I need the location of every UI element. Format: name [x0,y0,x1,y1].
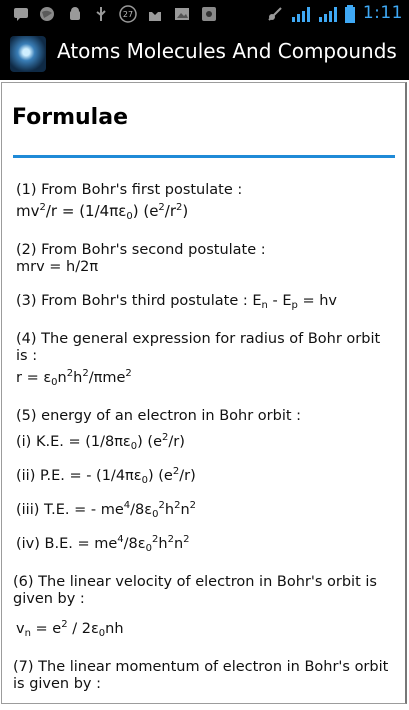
formula-sub: p [291,300,298,311]
formula-text: r = ε [16,370,52,386]
formula-sup: 2 [61,619,68,630]
formula-block-6 [13,574,394,642]
formula-text: (iii) T.E. = - me [16,502,124,518]
formula-list [13,182,394,710]
formula-text: (iv) B.E. = me [16,536,118,552]
formula-text: nh [105,621,124,637]
formula-text: /r = (1/4πε [45,202,127,220]
formula-text: v [16,621,25,637]
formula-text: h [164,502,175,518]
formula-expression: mrv = h/2π [16,259,99,275]
badge-27-icon [118,5,138,23]
formula-text: ) [182,202,189,220]
formula-sup: 2 [189,500,197,511]
formula-title: (2) From Bohr's second postulate : [16,242,266,258]
download-icon [146,5,164,23]
formula-block-3 [16,293,394,314]
settings-icon [200,5,218,23]
formula-sub: 0 [51,377,58,388]
formula-sup: 2 [66,368,74,379]
formula-sub: 0 [141,475,148,486]
status-bar [0,0,409,28]
formula-sup: 2 [183,534,190,545]
formula-text: h [158,536,168,552]
formula-block-4 [16,331,394,391]
signal-icon [291,5,313,23]
formula-text: = hv [297,293,337,309]
formula-text: /πme [88,370,126,386]
page-title: Formulae [12,105,128,130]
formula-sup: 2 [167,534,174,545]
formula-sup: 2 [172,466,180,477]
formula-sub: 0 [126,211,133,222]
formula-expression [16,463,394,489]
formula-text: mv [16,202,40,220]
status-time: 1:11 [362,3,403,23]
formula-title: (1) From Bohr's first postulate : [16,182,243,198]
formula-text: = e [30,621,62,637]
gallery-icon [173,5,191,23]
formula-sup: 2 [176,202,183,213]
formula-sup: 2 [174,500,181,511]
formula-text: / 2ε [67,621,99,637]
formula-expression [16,616,394,642]
formula-text: n [57,370,67,386]
formula-expression [16,293,394,314]
usb-icon [93,5,109,23]
formula-sup: 2 [39,202,46,213]
formula-block-7 [13,659,394,693]
formula-title: (6) The linear velocity of electron in Bohr's orbit is given by : [13,574,377,607]
signal-bars-icon [318,5,340,23]
formula-text: (i) K.E. = (1/8πε [16,434,131,450]
battery-icon [344,5,356,23]
formula-text: (3) From Bohr's third postulate : E [16,293,262,309]
formula-expression [16,497,394,523]
formula-sup: 2 [82,368,89,379]
formula-text: n [180,502,190,518]
formula-sub: 0 [152,509,159,520]
formula-text: /8ε [130,502,153,518]
formula-sub: 0 [130,441,138,452]
formula-text: ) (e [137,434,163,450]
formula-text: /r) [179,468,196,484]
formula-sub: 0 [145,543,152,554]
heading-divider [13,155,395,158]
formula-text: /8ε [123,536,146,552]
mute-icon [266,5,284,23]
formula-sub: n [261,300,268,311]
formula-sup: 2 [162,432,169,443]
formula-title: (4) The general expression for radius of Bohr orbit is : [16,331,381,364]
formula-text: (ii) P.E. = - (1/4πε [16,468,142,484]
globe-icon [38,5,56,23]
badge-count: 27 [122,9,134,19]
formula-title: (7) The linear momentum of electron in Bohr's orbit is given by : [13,659,389,692]
formula-block-1 [16,182,394,225]
formula-sub: 0 [98,628,106,639]
app-title: Atoms Molecules And Compounds [57,39,397,63]
formula-block-5 [16,408,394,557]
formula-expression [16,199,394,225]
formula-sup: 4 [123,500,131,511]
formula-sub: n [24,628,31,639]
formula-text: h [73,370,83,386]
formula-expression [16,531,394,557]
formula-text: /r [164,202,177,220]
formula-sup: 2 [158,500,165,511]
formula-expression [16,429,394,455]
formula-text: ) (e [132,202,159,220]
formula-text: ) (e [148,468,173,484]
formula-text: /r) [168,434,185,450]
formula-title: (5) energy of an electron in Bohr orbit : [16,408,302,424]
messaging-icon [12,5,30,23]
formula-sup: 2 [151,534,159,545]
formula-expression [16,365,394,391]
formula-sup: 4 [117,534,124,545]
app-logo-icon[interactable] [10,36,46,72]
formula-sup: 2 [125,368,132,379]
android-debug-icon [66,5,84,23]
formula-text: n [173,536,184,552]
formula-block-2 [16,242,394,276]
formula-sup: 2 [158,202,165,213]
app-title-bar [0,28,409,80]
formula-text: - E [267,293,292,309]
